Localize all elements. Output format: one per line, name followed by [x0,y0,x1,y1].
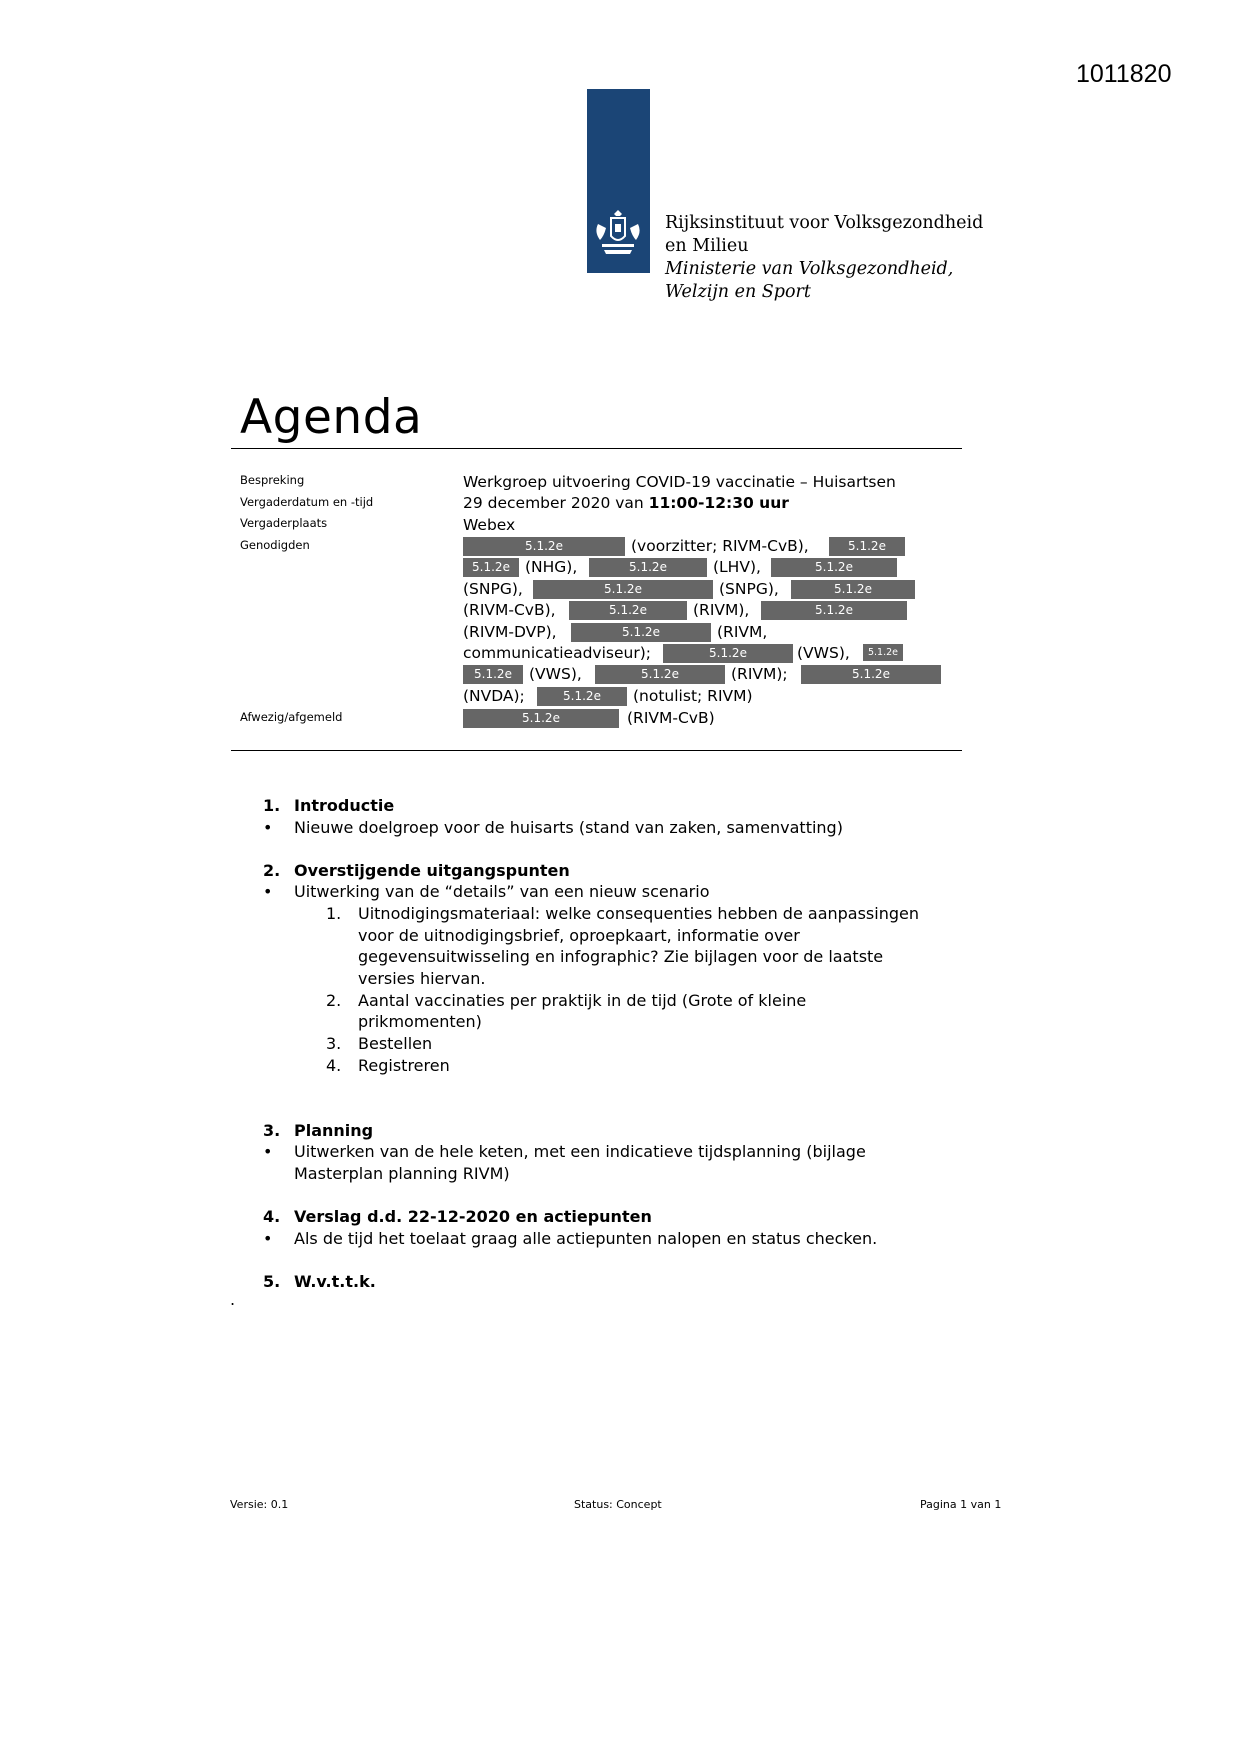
footer-versie: Versie: 0.1 [230,1498,289,1511]
sub-2-line1: Aantal vaccinaties per praktijk in de tijd (Grote of kleine [358,991,807,1010]
sub-1-line3: gegevensuitwisseling en infographic? Zie bijlagen voor de laatste [358,947,884,966]
label-vergaderdatum: Vergaderdatum en -tijd [240,495,374,509]
item-4-number: 4. [263,1207,281,1226]
item-3-bullet-line2: Masterplan planning RIVM) [294,1164,510,1183]
document-number: 1011820 [1076,60,1172,88]
coat-of-arms-icon [590,210,647,260]
page-title: Agenda [240,390,423,445]
genodigde-text: (RIVM-CvB), [463,601,556,619]
redaction-box: 5.1.2e [463,709,619,728]
genodigde-text: (VWS), [797,644,850,662]
bullet: • [263,818,273,837]
genodigde-text: (SNPG), [463,580,523,598]
redaction-box: 5.1.2e [863,644,903,661]
sub-4-number: 4. [326,1056,342,1075]
footer-pagina: Pagina 1 van 1 [920,1498,1002,1511]
redaction-box: 5.1.2e [533,580,713,599]
sub-2-line2: prikmomenten) [358,1012,482,1031]
footer-status: Status: Concept [574,1498,662,1511]
sub-4-text: Registreren [358,1056,450,1075]
stray-dot: . [230,1290,236,1309]
afwezig-text: (RIVM-CvB) [627,709,715,727]
label-vergaderplaats: Vergaderplaats [240,516,328,530]
item-3-bullet-line1: Uitwerken van de hele keten, met een indicatieve tijdsplanning (bijlage [294,1142,866,1161]
value-vergaderdatum [463,494,789,512]
item-2-title: Overstijgende uitgangspunten [294,861,570,880]
bullet: • [263,1142,273,1161]
sub-1-line2: voor de uitnodigingsbrief, oproepkaart, informatie over [358,926,800,945]
redaction-box: 5.1.2e [801,665,941,684]
label-bespreking: Bespreking [240,473,305,487]
item-5-number: 5. [263,1272,281,1291]
genodigde-text: (RIVM-DVP), [463,623,557,641]
genodigde-text: (NHG), [525,558,578,576]
item-2-bullet: Uitwerking van de “details” van een nieuw scenario [294,882,710,901]
genodigde-text: (notulist; RIVM) [633,687,753,705]
genodigde-text: (LHV), [713,558,761,576]
bullet: • [263,1229,273,1248]
label-afwezig: Afwezig/afgemeld [240,710,343,724]
redaction-box: 5.1.2e [537,687,627,706]
genodigde-text: (RIVM, [717,623,768,641]
divider-bottom [231,750,962,751]
redaction-box: 5.1.2e [595,665,725,684]
time-text: 11:00-12:30 uur [648,494,789,512]
item-2-number: 2. [263,861,281,880]
redaction-box: 5.1.2e [663,644,793,663]
item-4-bullet: Als de tijd het toelaat graag alle actiepunten nalopen en status checken. [294,1229,878,1248]
genodigde-text: (VWS), [529,665,582,683]
redaction-box: 5.1.2e [569,601,687,620]
redaction-box: 5.1.2e [829,537,905,556]
sub-1-number: 1. [326,904,342,923]
item-4-title: Verslag d.d. 22-12-2020 en actiepunten [294,1207,652,1226]
redaction-box: 5.1.2e [589,558,707,577]
redaction-box: 5.1.2e [791,580,915,599]
item-1-bullet: Nieuwe doelgroep voor de huisarts (stand van zaken, samenvatting) [294,818,843,837]
genodigde-text: (SNPG), [719,580,779,598]
item-1-title: Introductie [294,796,395,815]
divider-top [231,448,962,449]
redaction-box: 5.1.2e [463,558,519,577]
redaction-box: 5.1.2e [771,558,897,577]
genodigde-text: communicatieadviseur); [463,644,651,662]
ministry-line1: Ministerie van Volksgezondheid, [665,259,954,279]
redaction-box: 5.1.2e [463,537,625,556]
org-name-line2: en Milieu [665,236,749,256]
item-1-number: 1. [263,796,281,815]
genodigde-text: (RIVM), [693,601,750,619]
sub-3-number: 3. [326,1034,342,1053]
sub-2-number: 2. [326,991,342,1010]
genodigde-text: (NVDA); [463,687,525,705]
label-genodigden: Genodigden [240,538,310,552]
ministry-line2: Welzijn en Sport [665,282,811,302]
sub-3-text: Bestellen [358,1034,433,1053]
afwezig-block [463,709,983,731]
org-name-line1: Rijksinstituut voor Volksgezondheid [665,213,984,233]
item-5-title: W.v.t.t.k. [294,1272,376,1291]
sub-1-line4: versies hiervan. [358,969,486,988]
value-bespreking: Werkgroep uitvoering COVID-19 vaccinatie – Huisartsen [463,473,896,491]
redaction-box: 5.1.2e [463,665,523,684]
item-3-title: Planning [294,1121,374,1140]
item-3-number: 3. [263,1121,281,1140]
redaction-box: 5.1.2e [571,623,711,642]
genodigde-text: (RIVM); [731,665,788,683]
bullet: • [263,882,273,901]
value-vergaderplaats: Webex [463,516,516,534]
date-text: 29 december 2020 van [463,494,649,512]
genodigde-text: (voorzitter; RIVM-CvB), [631,537,809,555]
sub-1-line1: Uitnodigingsmateriaal: welke consequenties hebben de aanpassingen [358,904,919,923]
redaction-box: 5.1.2e [761,601,907,620]
genodigden-block [463,537,983,737]
